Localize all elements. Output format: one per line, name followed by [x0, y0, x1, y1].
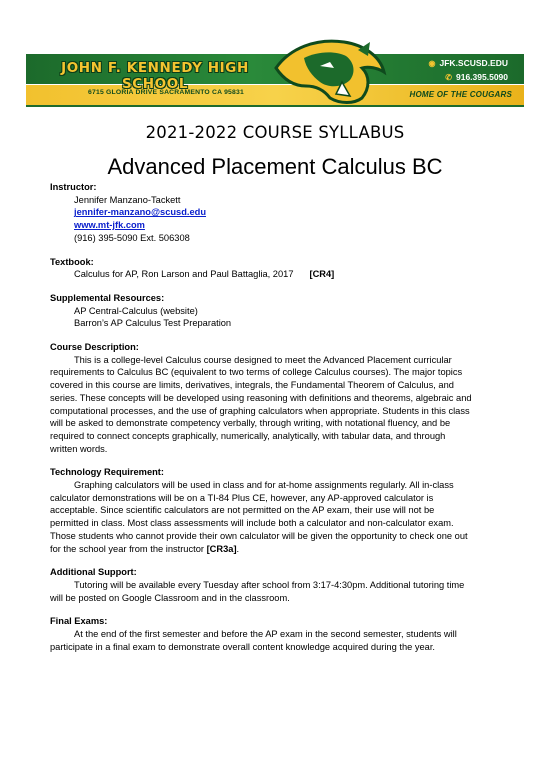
textbook-heading: Textbook: — [50, 256, 94, 267]
supplemental-item: AP Central-Calculus (website) — [74, 305, 198, 316]
website-text: JFK.SCUSD.EDU — [439, 58, 508, 68]
description-line: will be asked to demonstrate competency verbally, through writing, with notational fluency, and be — [50, 418, 451, 429]
textbook-ref: [CR4] — [309, 269, 335, 280]
supplemental-item: Barron’s AP Calculus Test Preparation — [74, 318, 232, 329]
instructor-section — [50, 181, 490, 245]
support-line: will be posted on Google Classroom and in the classroom. — [50, 592, 290, 603]
phone-icon: ✆ — [445, 72, 452, 82]
school-motto: HOME OF THE COUGARS — [409, 90, 512, 99]
description-line: required to connect concepts graphically, numerically, analytically, with tabular data, and through — [50, 430, 446, 441]
technology-line: acceptable. Since scientific calculators are not permitted on the AP exam, their use will not be — [50, 505, 435, 516]
course-description-section — [50, 341, 490, 455]
instructor-name: Jennifer Manzano-Tackett — [74, 194, 181, 205]
technology-line: Graphing calculators will be used in class and for at-home assignments regularly. All in-class — [74, 480, 454, 491]
description-line: written words. — [50, 443, 108, 454]
course-title: Advanced Placement Calculus BC — [107, 154, 443, 179]
school-banner — [26, 40, 524, 106]
school-address: 6715 GLORIA DRIVE SACRAMENTO CA 95831 — [88, 89, 244, 96]
contact-website — [429, 58, 508, 68]
final-exams-heading: Final Exams: — [50, 616, 108, 627]
support-line: Tutoring will be available every Tuesday after school from 3:17-4:30pm. Additional tutoring time — [74, 579, 465, 590]
instructor-website-link[interactable]: www.mt-jfk.com — [74, 220, 145, 231]
description-line: covered in this course are limits, derivatives, integrals, the Fundamental Theorem of Calculus, and — [50, 380, 454, 391]
cougar-logo — [270, 38, 388, 108]
technology-heading: Technology Requirement: — [50, 467, 164, 478]
description-line: series. These concepts will be developed using reasoning with definitions and theorems, algebraic and — [50, 392, 472, 403]
phone-text: 916.395.5090 — [456, 72, 508, 82]
supplemental-heading: Supplemental Resources: — [50, 292, 165, 303]
instructor-phone: (916) 395-5090 Ext. 506308 — [74, 232, 190, 243]
globe-icon: ◉ — [428, 58, 436, 68]
final-exams-line: At the end of the first semester and before the AP exam in the second semester, students will — [74, 629, 457, 640]
instructor-heading: Instructor: — [50, 182, 97, 192]
technology-section — [50, 466, 490, 555]
contact-phone — [445, 72, 508, 82]
technology-line-last: for the school year from the instructor [CR3a]. — [50, 543, 240, 554]
additional-support-heading: Additional Support: — [50, 567, 137, 578]
course-description-heading: Course Description: — [50, 342, 139, 353]
textbook-title: Calculus for AP, Ron Larson and Paul Battaglia, 2017 — [74, 269, 294, 280]
technology-line: Those students who cannot provide their own calculator will be given the opportunity to check one out — [50, 530, 468, 541]
instructor-email-link[interactable]: jennifer-manzano@scusd.edu — [74, 207, 207, 218]
school-name: JOHN F. KENNEDY HIGH SCHOOL — [61, 60, 249, 92]
textbook-section — [50, 256, 490, 281]
syllabus-title: 2021-2022 COURSE SYLLABUS — [145, 123, 405, 142]
final-exams-line: participate in a final exam to demonstrate overall content knowledge acquired during the year. — [50, 641, 436, 652]
technology-line: permitted in class. Most class assessments will include both a calculator and non-calculator exam. — [50, 518, 454, 529]
technology-ref: [CR3a] — [206, 543, 237, 554]
syllabus-body — [50, 181, 490, 654]
description-line: requirements to Calculus BC (equivalent to two terms of college Calculus courses). The major topics — [50, 367, 463, 378]
description-line: This is a college-level Calculus course designed to meet the Advanced Placement curricular — [74, 354, 452, 365]
description-line: computational processes, and the use of graphing calculators when appropriate. Students in this class — [50, 405, 470, 416]
final-exams-section — [50, 615, 490, 653]
technology-line: calculator demonstrations will be on a TI-84 Plus CE, however, any AP-approved calculator is — [50, 492, 434, 503]
additional-support-section — [50, 566, 490, 604]
supplemental-section — [50, 292, 490, 330]
